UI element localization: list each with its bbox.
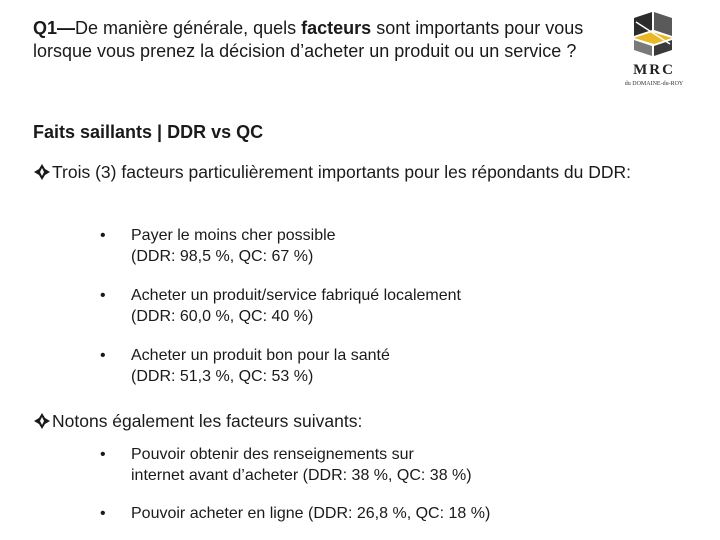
title-bold: facteurs <box>301 18 372 38</box>
bullet-line-1: Pouvoir acheter en ligne (DDR: 26,8 %, QC: 18 %) <box>131 505 491 522</box>
diamond-bullet-icon <box>33 412 51 430</box>
lead-paragraph-1 <box>33 161 693 184</box>
bullet-line-1: Acheter un produit/service fabriqué localement <box>131 287 461 304</box>
title-part1: De manière générale, quels <box>75 18 302 38</box>
title-part2: sont importants pour vous lorsque vous prenez la décision d’acheter un produit ou un service ? <box>33 18 584 61</box>
bullet-line-2: (DDR: 60,0 %, QC: 40 %) <box>131 308 314 325</box>
logo-brand: MRC <box>633 62 675 78</box>
bullet-line-2: (DDR: 98,5 %, QC: 67 %) <box>131 248 314 265</box>
mrc-logo <box>618 10 690 90</box>
title-prefix: Q1— <box>33 18 76 38</box>
bullet-line-1: Acheter un produit bon pour la santé <box>131 347 390 364</box>
mrc-logo-mark-icon <box>630 10 676 58</box>
bullet-line-1: Payer le moins cher possible <box>131 227 336 244</box>
bullet-dot: • <box>100 347 106 364</box>
logo-subtitle: du DOMAINE-du-ROY <box>624 81 684 87</box>
section-heading: Faits saillants | DDR vs QC <box>33 122 264 142</box>
bullet-dot: • <box>100 446 106 463</box>
lead-paragraph-2 <box>33 410 693 433</box>
lead-text-2: Notons également les facteurs suivants: <box>52 411 363 431</box>
bullet-line-2: internet avant d’acheter (DDR: 38 %, QC: 38 %) <box>131 467 472 484</box>
bullet-dot: • <box>100 227 106 244</box>
slide-title <box>33 17 593 63</box>
bullet-dot: • <box>100 505 106 522</box>
bullet-line-1: Pouvoir obtenir des renseignements sur <box>131 446 414 463</box>
bullet-line-2: (DDR: 51,3 %, QC: 53 %) <box>131 368 314 385</box>
lead-text-1: Trois (3) facteurs particulièrement importants pour les répondants du DDR: <box>52 162 632 182</box>
diamond-bullet-icon <box>33 163 51 181</box>
bullet-dot: • <box>100 287 106 304</box>
